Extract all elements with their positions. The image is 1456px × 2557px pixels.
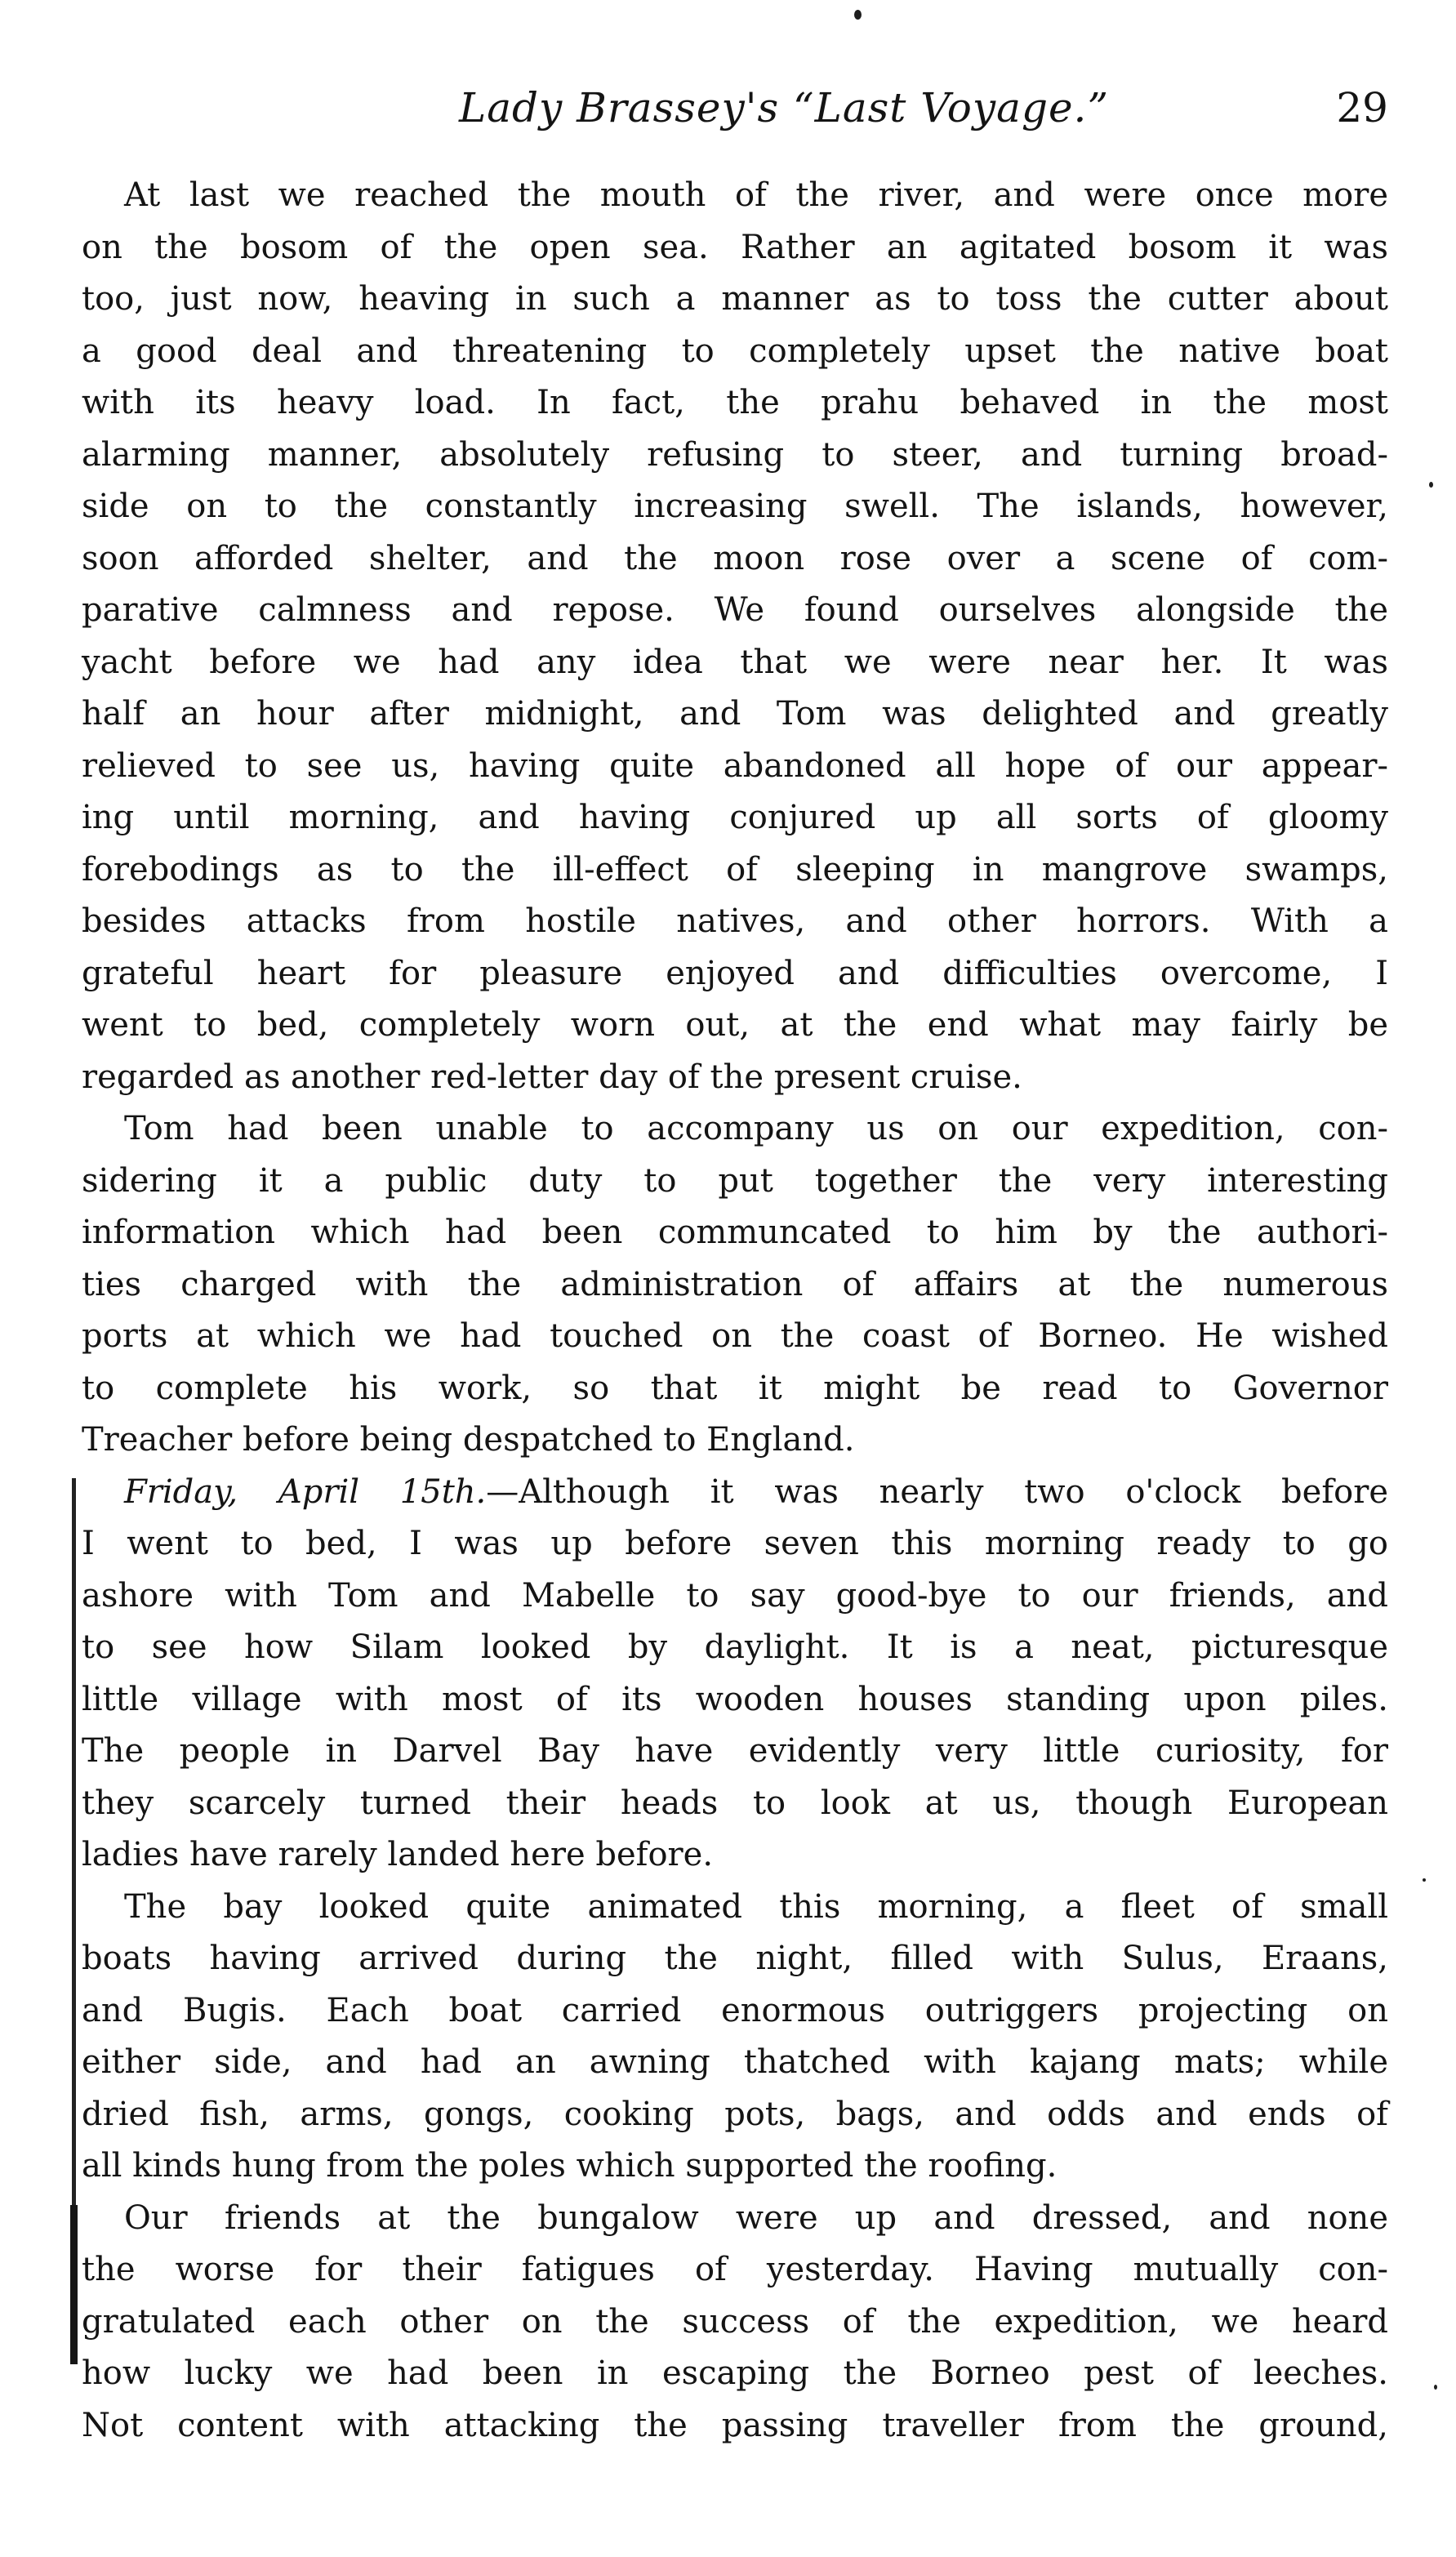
text-line: went to bed, completely worn out, at the end what may fairly be: [82, 1006, 1388, 1044]
paragraph-tom-report: [82, 1103, 1388, 1467]
body-text: [82, 170, 1388, 2452]
text-line: besides attacks from hostile natives, and other horrors. With a: [82, 902, 1388, 940]
text-fragment: —Although it was nearly two o'clock before: [486, 1472, 1389, 1511]
text-line: Our friends at the bungalow were up and dressed, and none: [124, 2198, 1388, 2237]
text-line: they scarcely turned their heads to look at us, though European: [82, 1784, 1388, 1822]
text-line: ports at which we had touched on the coast of Borneo. He wished: [82, 1317, 1388, 1355]
text-line: ties charged with the administration of affairs at the numerous: [82, 1265, 1388, 1303]
text-line: I went to bed, I was up before seven this morning ready to go: [82, 1525, 1388, 1562]
text-line: At last we reached the mouth of the river, and were once more: [124, 176, 1388, 214]
text-line: and Bugis. Each boat carried enormous outriggers projecting on: [82, 1991, 1388, 2029]
text-line: either side, and had an awning thatched with kajang mats; while: [82, 2043, 1388, 2081]
ink-speck-top: [854, 10, 862, 20]
text-line: Tom had been unable to accompany us on our expedition, con-: [124, 1110, 1388, 1147]
text-line: ing until morning, and having conjured up all sorts of gloomy: [82, 799, 1388, 836]
page-header: [82, 75, 1388, 140]
text-line: soon afforded shelter, and the moon rose over a scene of com-: [82, 539, 1388, 577]
text-line: grateful heart for pleasure enjoyed and difficulties overcome, I: [82, 954, 1388, 992]
text-line: Not content with attacking the passing traveller from the ground,: [82, 2406, 1388, 2444]
text-line: the worse for their fatigues of yesterday. Having mutually con-: [82, 2251, 1388, 2288]
text-line: side on to the constantly increasing swell. The islands, however,: [82, 488, 1388, 525]
text-line: a good deal and threatening to completely upset the native boat: [82, 332, 1388, 370]
text-line: to see how Silam looked by daylight. It is a neat, picturesque: [82, 1628, 1388, 1666]
paragraph-return-to-yacht: [82, 170, 1388, 1103]
text-line: to complete his work, so that it might be read to Governor: [82, 1369, 1388, 1407]
text-line: half an hour after midnight, and Tom was delighted and greatly: [82, 695, 1388, 733]
text-line: ashore with Tom and Mabelle to say good-bye to our friends, and: [82, 1576, 1388, 1615]
ink-speck-margin: [1429, 482, 1433, 488]
text-line: sidering it a public duty to put together the very interesting: [82, 1161, 1388, 1200]
text-line: yacht before we had any idea that we were near her. It was: [82, 643, 1388, 681]
paragraph-bay-boats: [82, 1882, 1388, 2193]
text-line: dried fish, arms, gongs, cooking pots, bags, and odds and ends of: [82, 2095, 1388, 2133]
text-line: too, just now, heaving in such a manner as to toss the cutter about: [82, 280, 1388, 318]
text-line: boats having arrived during the night, filled with Sulus, Eraans,: [82, 1940, 1388, 1977]
text-line: relieved to see us, having quite abandoned all hope of our appear-: [82, 746, 1388, 785]
text-line: [82, 1467, 1388, 1519]
paragraph-bungalow-friends: [82, 2193, 1388, 2452]
ink-speck-margin: [1434, 2385, 1437, 2390]
text-line: forebodings as to the ill-effect of sleeping in mangrove swamps,: [82, 850, 1388, 889]
text-line: with its heavy load. In fact, the prahu behaved in the most: [82, 384, 1388, 421]
ink-speck-margin: [1423, 1878, 1426, 1882]
text-line: little village with most of its wooden houses standing upon piles.: [82, 1680, 1388, 1718]
running-title: Lady Brassey's “Last Voyage.”: [458, 84, 1110, 131]
text-line: gratulated each other on the success of the expedition, we heard: [82, 2302, 1388, 2341]
margin-rule-heavy: [70, 2205, 78, 2364]
text-line: alarming manner, absolutely refusing to steer, and turning broad-: [82, 435, 1388, 474]
text-line: ladies have rarely landed here before.: [82, 1836, 714, 1873]
text-line: on the bosom of the open sea. Rather an agitated bosom it was: [82, 228, 1388, 266]
text-line: all kinds hung from the poles which supported the roofing.: [82, 2147, 1057, 2185]
text-line: regarded as another red-letter day of the present cruise.: [82, 1058, 1022, 1096]
text-line: The people in Darvel Bay have evidently very little curiosity, for: [82, 1732, 1388, 1770]
text-line: The bay looked quite animated this morning, a fleet of small: [124, 1887, 1388, 1926]
page-number: 29: [1336, 84, 1388, 131]
text-line: how lucky we had been in escaping the Borneo pest of leeches.: [82, 2354, 1388, 2392]
paragraph-friday-entry: [82, 1467, 1388, 1882]
text-line: Treacher before being despatched to England.: [82, 1421, 855, 1459]
text-line: information which had been communcated to him by the authori-: [82, 1214, 1388, 1251]
diary-date-heading: Friday, April 15th.: [124, 1472, 487, 1511]
text-line: parative calmness and repose. We found ourselves alongside the: [82, 591, 1388, 629]
